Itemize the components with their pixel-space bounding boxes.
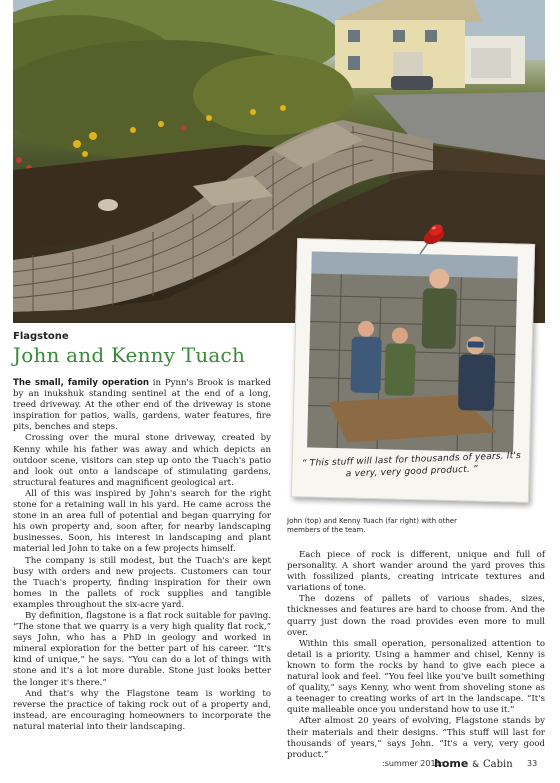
- pushpin-icon: [412, 218, 448, 258]
- paragraph: And that's why the Flagstone team is working to reverse the practice of taking rock out of a property and, instead, are encouraging homeowners to incorporate the natural material into their landscaping.: [13, 688, 271, 732]
- team-photo-frame: [291, 238, 535, 503]
- paragraph: The company is still modest, but the Tuach's are kept busy with orders and new projects. Customers can tour the Tuach's property, finding inspiration for their own homes in the pallets of rock supplies and tangible examples throughout the six-acre yard.: [13, 555, 271, 610]
- paragraph: [13, 378, 271, 433]
- brand-cabin: Cabin: [483, 759, 513, 770]
- paragraph: The dozens of pallets of various shades, sizes, thicknesses and features are hard to choose from. And the quarry just down the road provides even more to mull over.: [287, 594, 545, 638]
- paragraph-lead: The small, family operation: [13, 378, 149, 388]
- article-title: John and Kenny Tuach: [13, 343, 246, 367]
- page-footer: [0, 757, 560, 771]
- brand-home: home: [434, 757, 469, 770]
- article-column-1: [13, 378, 271, 733]
- team-photo: [307, 251, 518, 452]
- page-number: 33: [527, 759, 538, 768]
- article-column-2: [287, 550, 545, 761]
- photo-caption: John (top) and Kenny Tuach (far right) with other members of the team.: [287, 517, 457, 534]
- issue-label: :summer 2011:: [382, 759, 444, 768]
- paragraph-text: in Pynn's Brook is marked by an inukshuk standing sentinel at the end of a long, treed driveway. At the other end of the driveway is stone inspiration for patios, walls, gardens, water features, fire pits, benches and steps.: [13, 378, 271, 433]
- paragraph: Crossing over the mural stone driveway, created by Kenny while his father was away and which depicts an outdoor scene, visitors can step up onto the Tuach's patio and look out onto a landscape of stimulating gardens, structural features and magnificent geological art.: [13, 433, 271, 488]
- paragraph: Each piece of rock is different, unique and full of personality. A short wander around the yard proves this with fossilized plants, creating intricate textures and variations of tone.: [287, 550, 545, 594]
- paragraph: By definition, flagstone is a flat rock suitable for paving. “The stone that we quarry is a very high quality flat rock,” says John, who has a PhD in geology and worked in mineral exploration for the better part of his career. “It's kind of unique,” he says. “You can do a lot of things with stone and it's a lot more durable. Stone just looks better the longer it's there.”: [13, 610, 271, 688]
- paragraph: After almost 20 years of evolving, Flagstone stands by their materials and their designs. “This stuff will last for thousands of years,” says John. “It's a very, very good product.”: [287, 716, 545, 760]
- paragraph: Within this small operation, personalized attention to detail is a priority. Using a hammer and chisel, Kenny is known to form the rocks by hand to give each piece a natural look and feel. “You feel like you've built something of quality,” says Kenny, who went from shoveling stone as a teenager to creating works of art in the landscape. “It's quite malleable once you understand how to use it.”: [287, 638, 545, 716]
- section-label: Flagstone: [13, 331, 69, 342]
- magazine-brand: [434, 757, 513, 770]
- brand-amp: &: [472, 760, 480, 770]
- paragraph: All of this was inspired by John's search for the right stone for a retaining wall in his yard. He came across the stone in an area full of potential and began quarrying for his own property and, soon after, for nearby landscaping businesses. Soon, his interest in landscaping and plant material led John to take on a few projects himself.: [13, 488, 271, 555]
- pull-quote: “ This stuff will last for thousands of years. It's a very, very good product. ”: [301, 450, 522, 480]
